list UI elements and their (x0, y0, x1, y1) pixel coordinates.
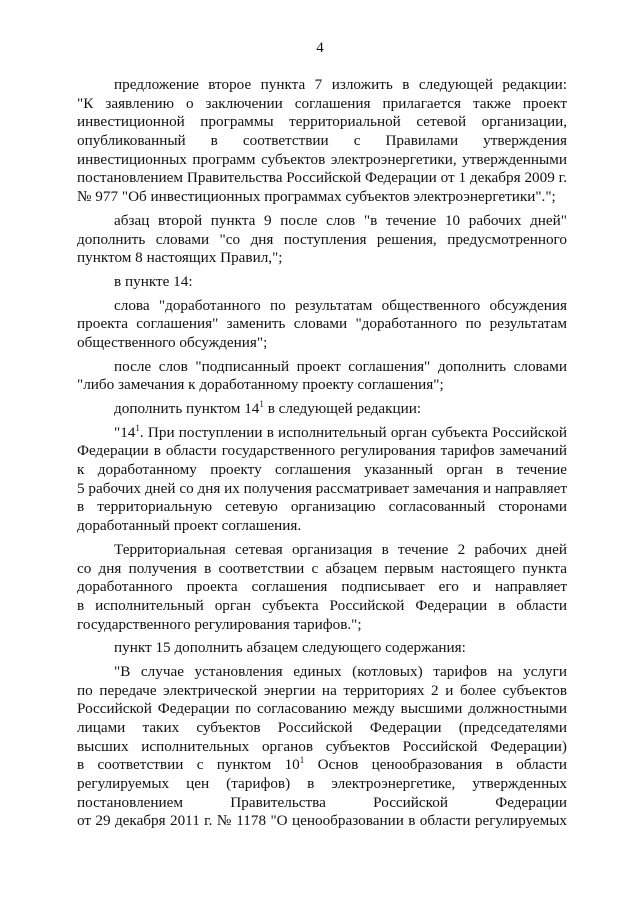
text-line (77, 663, 567, 682)
text-line-content: абзац второй пункта 9 после слов "в течение 10 рабочих дней" (114, 211, 567, 229)
text-line-content: № 977 "Об инвестиционных программах субъектов электроэнергетики"."; (77, 188, 556, 206)
text-line-content: общественного обсуждения"; (77, 333, 268, 351)
text-line-tail: Основ ценообразования в области (304, 756, 568, 774)
text-line-content: инвестиционной программы территориальной сетевой организации, (77, 113, 567, 131)
text-line-content: дополнить пунктом 14 (114, 400, 260, 417)
superscript-index: 1 (299, 755, 305, 766)
text-line (77, 616, 567, 635)
text-line-content: Российской Федерации по согласованию между высшими должностными (77, 700, 567, 718)
text-line-content: "14 (114, 423, 136, 441)
document-body (77, 76, 567, 831)
text-line-content: постановлением Правительства Российской Федерации от 1 декабря 2009 г. (77, 169, 567, 187)
text-line-content: в территориальную сетевую организацию согласованный сторонами (77, 498, 567, 516)
text-line (77, 719, 567, 738)
text-line (77, 738, 567, 757)
text-line (77, 151, 567, 170)
text-line (77, 775, 567, 794)
text-line-content: инвестиционных программ субъектов электроэнергетики, утвержденными (77, 150, 567, 168)
text-line-content: дополнить словами "со дня поступления решения, предусмотренного (77, 230, 567, 248)
text-line (77, 400, 567, 419)
text-line (77, 249, 567, 268)
text-line-content: в пункте 14: (114, 272, 193, 290)
text-line (77, 132, 567, 151)
text-line-tail: . При поступлении в исполнительный орган субъекта Российской (139, 423, 567, 441)
text-line (77, 212, 567, 231)
text-line (77, 231, 567, 250)
text-line-content: "либо замечания к доработанному проекту соглашения"; (77, 376, 444, 394)
text-line-content: лицами таких субъектов Российской Федерации (председателями (77, 719, 567, 736)
superscript-index: 1 (259, 398, 264, 409)
text-line (77, 76, 567, 95)
text-line-content: доработанного проекта соглашения подписывает его и направляет (77, 578, 567, 596)
text-line-tail: в следующей редакции: (263, 400, 422, 417)
text-line (77, 169, 567, 188)
text-line (77, 442, 567, 461)
text-line-content: со дня получения в соответствии с абзацем первым настоящего пункта (77, 559, 567, 577)
text-line (77, 188, 567, 207)
text-line (77, 541, 567, 560)
text-line (77, 334, 567, 353)
page-number: 4 (316, 40, 324, 56)
text-line-content: опубликованный в соответствии с Правилами утверждения (77, 132, 567, 150)
text-line-content: постановлением Правительства Российской Федерации (77, 793, 567, 811)
text-line-content: проекта соглашения" заменить словами "доработанного по результатам (77, 315, 567, 333)
text-line-content: к доработанному проекту соглашения указанный орган в течение (77, 461, 567, 479)
text-line-content: 5 рабочих дней со дня их получения рассматривает замечания и направляет (77, 479, 567, 497)
text-line-content: доработанный проект соглашения. (77, 517, 302, 535)
text-line (77, 700, 567, 719)
text-line (77, 812, 567, 831)
text-line-content: после слов "подписанный проект соглашения" дополнить словами (114, 357, 567, 375)
superscript-index: 1 (135, 422, 140, 433)
text-line (77, 358, 567, 377)
text-line-content: пункт 15 дополнить абзацем следующего содержания: (114, 639, 466, 657)
text-line (77, 95, 567, 114)
text-line-content: "В случае установления единых (котловых) тарифов на услуги (114, 662, 567, 680)
text-line-content: высших исполнительных органов субъектов Российской Федерации) (77, 737, 567, 755)
text-line (77, 498, 567, 517)
text-line (77, 560, 567, 579)
text-line-content: государственного регулирования тарифов."; (77, 615, 362, 633)
text-line-content: по передаче электрической энергии на территориях 2 и более субъектов (77, 681, 567, 699)
text-line (77, 578, 567, 597)
text-line-content: от 29 декабря 2011 г. № 1178 "О ценообразовании в области регулируемых (77, 812, 567, 830)
text-line (77, 682, 567, 701)
text-line (77, 597, 567, 616)
text-line (77, 794, 567, 813)
text-line-content: слова "доработанного по результатам общественного обсуждения (114, 296, 567, 314)
text-line (77, 639, 567, 658)
text-line (77, 273, 567, 292)
text-line (77, 461, 567, 480)
text-line-content: Территориальная сетевая организация в течение 2 рабочих дней (114, 540, 567, 558)
text-line-content: "К заявлению о заключении соглашения прилагается также проект (77, 94, 567, 112)
text-line-content: в исполнительный орган субъекта Российской Федерации в области (77, 596, 567, 614)
text-line (77, 315, 567, 334)
text-line (77, 756, 567, 775)
text-line (77, 297, 567, 316)
text-line (77, 480, 567, 499)
text-line-content: предложение второе пункта 7 изложить в следующей редакции: (114, 76, 567, 93)
text-line (77, 376, 567, 395)
text-line (77, 424, 567, 443)
text-line-content: пунктом 8 настоящих Правил,"; (77, 249, 283, 267)
text-line-content: Федерации в области государственного регулирования тарифов замечаний (77, 442, 567, 460)
text-line-content: регулируемых цен (тарифов) в электроэнергетике, утвержденных (77, 775, 567, 793)
text-line (77, 517, 567, 536)
text-line-content: в соответствии с пунктом 10 (77, 756, 300, 774)
text-line (77, 113, 567, 132)
